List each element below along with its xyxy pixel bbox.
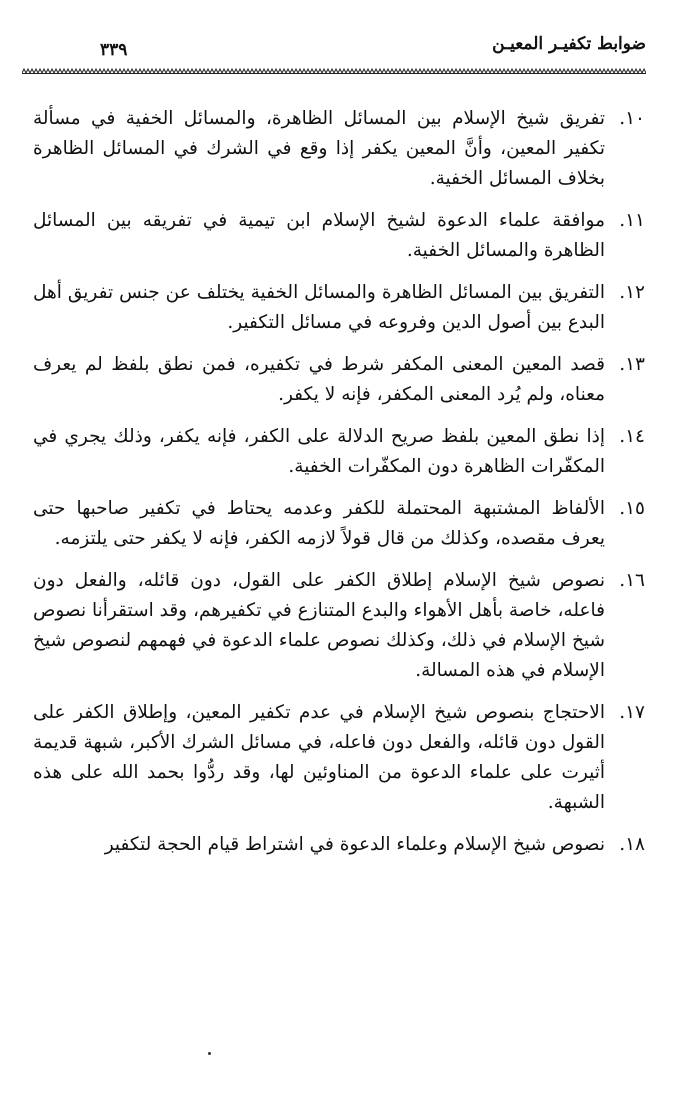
item-text: نصوص شيخ الإسلام وعلماء الدعوة في اشتراط قيام الحجة لتكفير (104, 834, 605, 855)
header-rule (22, 68, 646, 74)
item-number: ١٠. (619, 108, 645, 129)
item-number: ١٣. (619, 354, 645, 375)
item-text: نصوص شيخ الإسلام إطلاق الكفر على القول، دون قائله، والفعل دون فاعله، خاصة بأهل الأهواء والبدع المتنازع في تكفيرهم، وقد استقرأنا نصوص شيخ الإسلام في ذلك، وكذلك نصوص علماء الدعوة في فهمهم لنصوص شيخ الإسلام في هذه المسالة. (33, 570, 605, 681)
item-text: الاحتجاج بنصوص شيخ الإسلام في عدم تكفير المعين، وإطلاق الكفر على القول دون قائله، والفعل دون فاعله، في مسائل الشرك الأكبر، شبهة قديمة أثيرت على علماء الدعوة من المناوئين لها، وقد ردُّوا بحمد الله على هذه الشبهة. (33, 702, 605, 813)
item-text: إذا نطق المعين بلفظ صريح الدلالة على الكفر، فإنه يكفر، وذلك يجري في المكفّرات الظاهرة دون المكفّرات الخفية. (33, 426, 605, 477)
list-item (33, 566, 645, 686)
item-text: تفريق شيخ الإسلام بين المسائل الظاهرة، والمسائل الخفية في مسألة تكفير المعين، وأنَّ المعين يكفر إذا وقع في الشرك في المسائل الظاهرة بخلاف المسائل الخفية. (33, 108, 605, 189)
item-text: التفريق بين المسائل الظاهرة والمسائل الخفية يختلف عن جنس تفريق أهل البدع بين أصول الدين وفروعه في مسائل التكفير. (33, 282, 605, 333)
item-number: ١٤. (619, 426, 645, 447)
list-item (33, 830, 645, 860)
item-number: ١٢. (619, 282, 645, 303)
list-item (33, 104, 645, 194)
conclusions-list (33, 104, 645, 872)
item-number: ١١. (619, 210, 645, 231)
item-number: ١٧. (619, 702, 645, 723)
list-item (33, 350, 645, 410)
item-number: ١٦. (619, 570, 645, 591)
item-text: قصد المعين المعنى المكفر شرط في تكفيره، فمن نطق بلفظ لم يعرف معناه، ولم يُرد المعنى المكفر، فإنه لا يكفر. (33, 354, 605, 405)
item-number: ١٥. (619, 498, 645, 519)
page-header (22, 30, 646, 74)
item-number: ١٨. (619, 834, 645, 855)
list-item (33, 494, 645, 554)
list-item (33, 278, 645, 338)
running-title: ضوابط تكفيـر المعيـن (492, 34, 646, 54)
page-number: ٣٣٩ (100, 40, 128, 60)
stray-mark (208, 1052, 211, 1055)
list-item (33, 422, 645, 482)
list-item (33, 206, 645, 266)
list-item (33, 698, 645, 818)
item-text: الألفاظ المشتبهة المحتملة للكفر وعدمه يحتاط في تكفير صاحبها حتى يعرف مقصده، وكذلك من قال قولاً لازمه الكفر، فإنه لا يكفر حتى يلتزمه. (33, 498, 605, 549)
item-text: موافقة علماء الدعوة لشيخ الإسلام ابن تيمية في تفريقه بين المسائل الظاهرة والمسائل الخفية. (33, 210, 605, 261)
